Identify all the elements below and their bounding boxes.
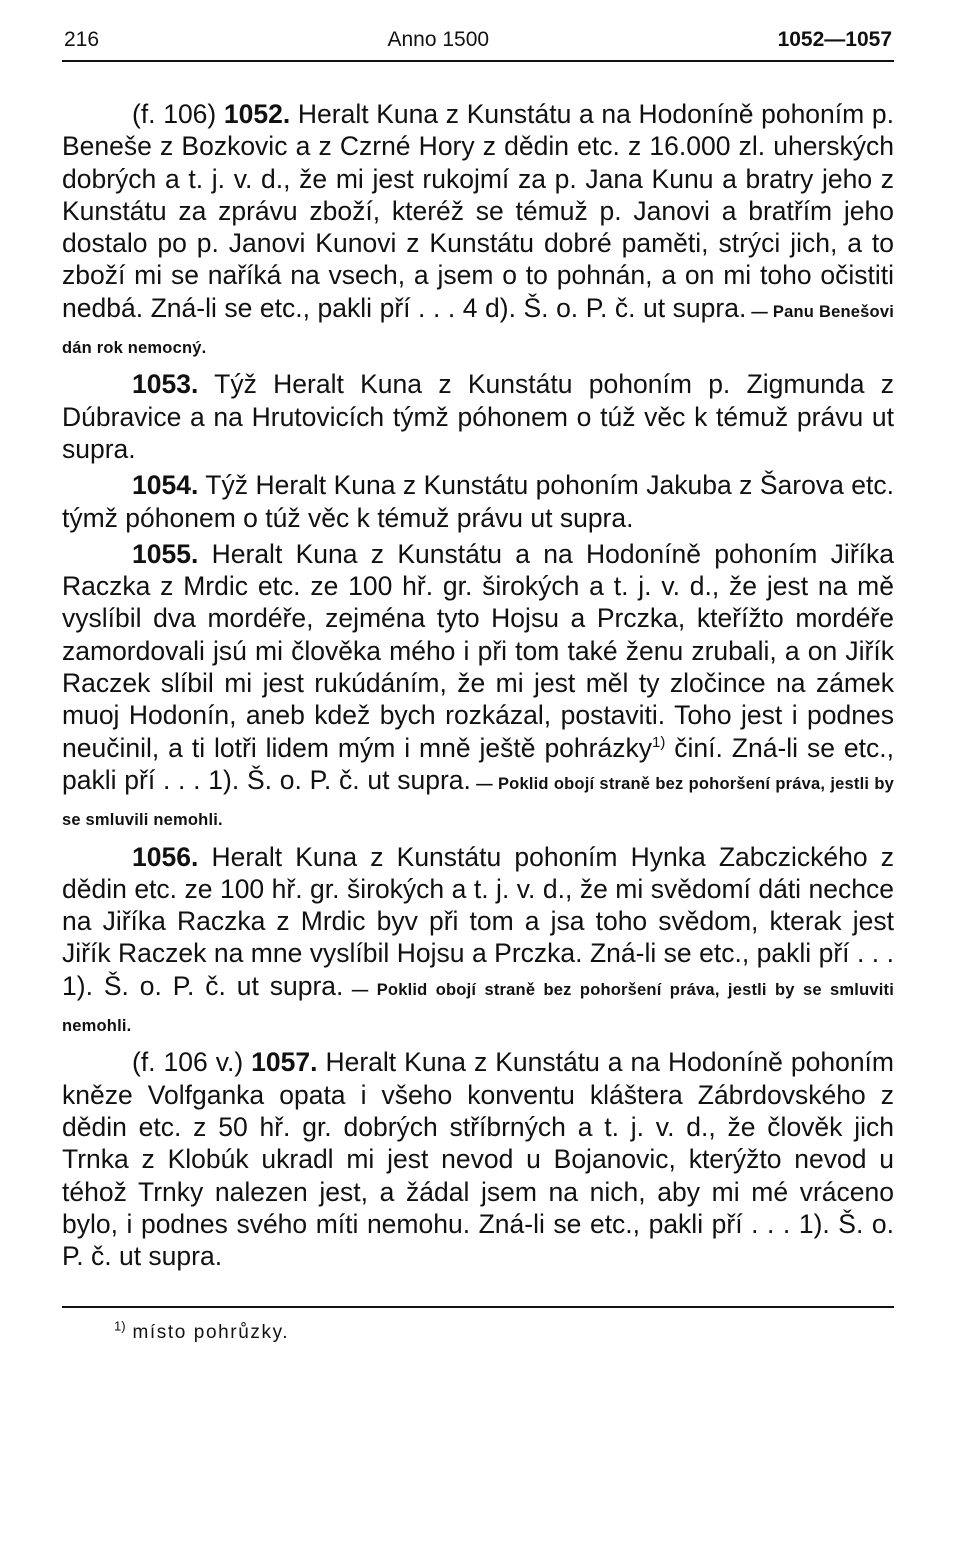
footnote-marker: 1): [651, 733, 666, 751]
entry-number: 1055.: [132, 538, 199, 569]
page-number: 216: [64, 28, 100, 51]
entry-number: 1057.: [251, 1047, 318, 1078]
entry-text: Heralt Kuna z Kunstátu a na Hodoníně pohoním Jiříka Raczka z Mrdic etc. ze 100 hř. gr. širokých a t. j. v. d., že jest na mě vyslíbil dva mordéře, zejména tyto Hojsu a Prczka, kteřížto mordéře zamordovali jsú mi člověka mého i při tom také ženu zrubali, a on Jiřík Raczek slíbil mi jest rukúdáním, že mi jest měl ty zločince na zámek muoj Hodonín, aneb kdež bych rozkázal, postaviti. Toho jest i podnes neučinil, a ti lotři lidem mým i mně ještě pohrázky: [62, 538, 894, 763]
entry-text: Heralt Kuna z Kunstátu a na Hodoníně pohoním kněze Volfganka opata i všeho konventu kláštera Zábrdovského z dědin etc. z 50 hř. gr. dobrých stříbrných a t. j. v. d., že člověk jich Trnka z Klobúk ukradl mi jest nevod u Bojanovic, kterýžto nevod u téhož Trnky nalezen jest, a žádal jsem na nich, aby mi mé vráceno bylo, i podnes svého míti nemohu. Zná-li se etc., pakli pří . . . 1). Š. o. P. č. ut supra.: [62, 1047, 894, 1272]
entry-1054: [62, 469, 894, 534]
entry-1055: [62, 538, 894, 837]
folio-reference: (f. 106 v.): [132, 1047, 252, 1078]
entry-number: 1052.: [223, 99, 291, 129]
entry-text: Heralt Kuna z Kunstátu pohoním Hynka Zabczického z dědin etc. ze 100 hř. gr. širokých a t. j. v. d., že mi svědomí dáti nechce na Jiříka Raczka z Mrdic byv při tom a jsa toho svědom, kterak jest Jiřík Raczek na mne vyslíbil Hojsu a Prczka. Zná-li se etc., pakli pří . . . 1). Š. o. P. č. ut supra.: [62, 841, 894, 1001]
entry-note: — Panu Benešovi dán rok nemocný.: [62, 302, 894, 358]
header-entry-range: 1052—1057: [777, 28, 892, 51]
footnote: [62, 1319, 894, 1344]
page-header: [62, 28, 894, 62]
entry-text: Týž Heralt Kuna z Kunstátu pohoním Jakuba z Šarova etc. týmž póhonem o túž věc k témuž právu ut supra.: [62, 470, 894, 533]
header-year: Anno 1500: [387, 28, 490, 51]
footnote-text: místo pohrůzky.: [125, 1322, 290, 1344]
entry-text: Heralt Kuna z Kunstátu a na Hodoníně pohoním p. Beneše z Bozkovic a z Czrné Hory z dědin etc. z 16.000 zl. uherských dobrých a t. j. v. d., že mi jest rukojmí za p. Jana Kunu a bratry jeho z Kunstátu za zprávu zboží, kteréž se témuž p. Janovi a bratřím jeho dostalo po p. Janovi Kunovi z Kunstátu dobré paměti, strýci jich, a to zboží mi se naříká na vsech, a jsem o to pohnán, a on mi toho očistiti nedbá. Zná-li se etc., pakli pří . . . 4 d). Š. o. P. č. ut supra.: [62, 99, 894, 323]
entry-1052: [62, 98, 894, 364]
entry-note: — Poklid obojí straně bez pohoršení práva, jestli by se smluvili nemohli.: [62, 774, 894, 830]
entry-number: 1053.: [132, 369, 199, 400]
entry-1056: [62, 841, 894, 1043]
folio-reference: (f. 106): [132, 99, 224, 129]
entry-text: Týž Heralt Kuna z Kunstátu pohoním p. Zigmunda z Dúbravice a na Hrutovicích týmž póhonem o túž věc k témuž právu ut supra.: [62, 369, 894, 464]
entry-number: 1054.: [132, 470, 199, 501]
document-page: [62, 28, 894, 1344]
entry-text-continued: činí. Zná-li se etc., pakli pří . . . 1). Š. o. P. č. ut supra.: [62, 732, 894, 795]
footnote-mark: 1): [114, 1319, 126, 1335]
entry-1057: [62, 1046, 894, 1272]
entry-1053: [62, 368, 894, 465]
footnote-divider: [62, 1306, 894, 1308]
entry-note: — Poklid obojí straně bez pohoršení práva, jestli by se smluviti nemohli.: [62, 980, 895, 1036]
entry-number: 1056.: [132, 841, 199, 872]
document-body: [62, 98, 894, 1272]
